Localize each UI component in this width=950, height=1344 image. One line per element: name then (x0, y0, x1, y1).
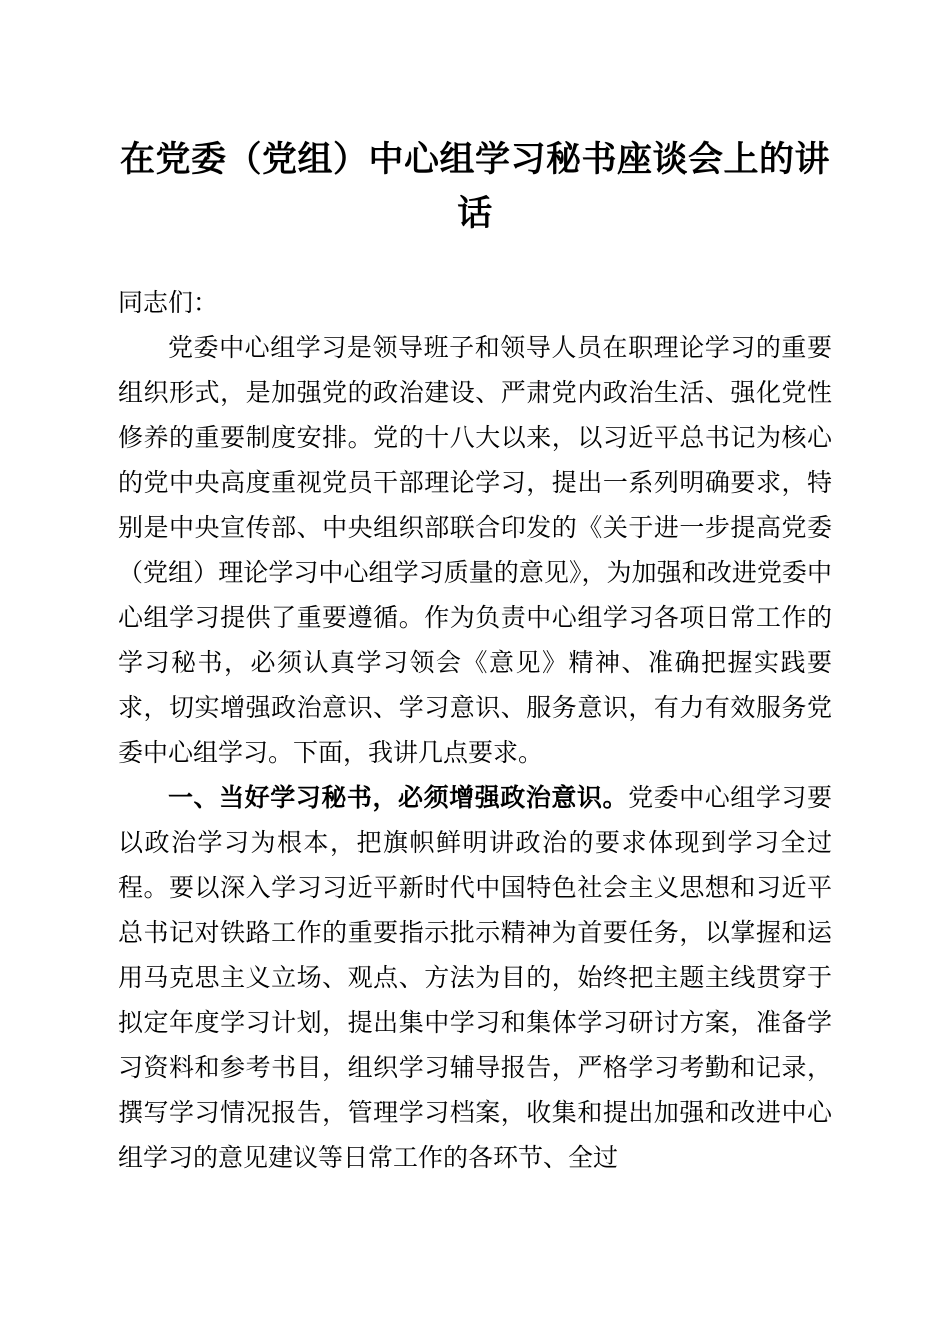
paragraph-point-1-text: 党委中心组学习要以政治学习为根本，把旗帜鲜明讲政治的要求体现到学习全过程。要以深入学习习近平新时代中国特色社会主义思想和习近平总书记对铁路工作的重要指示批示精神为首要任务，以掌握和运用马克思主义立场、观点、方法为目的，始终把主题主线贯穿于拟定年度学习计划，提出集中学习和集体学习研讨方案，准备学习资料和参考书目，组织学习辅导报告，严格学习考勤和记录，撰写学习情况报告，管理学习档案，收集和提出加强和改进中心组学习的意见建议等日常工作的各环节、全过 (118, 785, 832, 1172)
paragraph-point-1-heading: 一、当好学习秘书，必须增强政治意识。 (168, 784, 629, 812)
document-title: 在党委（党组）中心组学习秘书座谈会上的讲话 (119, 140, 830, 233)
document-body (118, 281, 832, 1181)
paragraph-intro: 党委中心组学习是领导班子和领导人员在职理论学习的重要组织形式，是加强党的政治建设、严肃党内政治生活、强化党性修养的重要制度安排。党的十八大以来，以习近平总书记为核心的党中央高度重视党员干部理论学习，提出一系列明确要求，特别是中央宣传部、中央组织部联合印发的《关于进一步提高党委（党组）理论学习中心组学习质量的意见》，为加强和改进党委中心组学习提供了重要遵循。作为负责中心组学习各项日常工作的学习秘书，必须认真学习领会《意见》精神、准确把握实践要求，切实增强政治意识、学习意识、服务意识，有力有效服务党委中心组学习。下面，我讲几点要求。 (118, 335, 832, 767)
salutation: 同志们： (118, 290, 219, 317)
paragraph-point-1 (118, 776, 832, 1181)
